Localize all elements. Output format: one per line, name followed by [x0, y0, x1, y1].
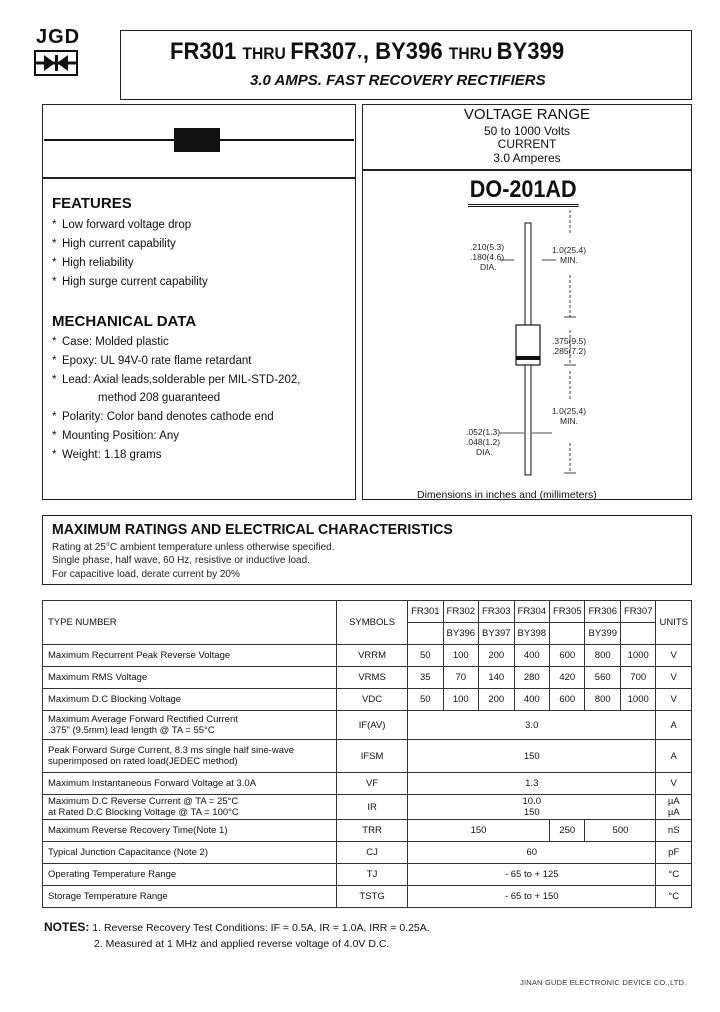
- value-cell: 800: [585, 689, 620, 711]
- part-header: [408, 623, 443, 645]
- table-header-row: [43, 601, 692, 623]
- param-label: Peak Forward Surge Current, 8.3 ms single half sine-wave superimposed on rated load(JEDEC method): [43, 740, 337, 773]
- table-row: [43, 645, 692, 667]
- unit-cell: A: [656, 740, 692, 773]
- symbol-cell: IR: [337, 795, 408, 820]
- current-value: 3.0 Amperes: [493, 151, 561, 165]
- param-label: Typical Junction Capacitance (Note 2): [43, 842, 337, 864]
- symbol-cell: TSTG: [337, 886, 408, 908]
- value-cell: 600: [550, 645, 585, 667]
- table-row: [43, 773, 692, 795]
- table-row: [43, 740, 692, 773]
- value-cell: 70: [443, 667, 478, 689]
- part-header: FR306: [585, 601, 620, 623]
- unit-cell: pF: [656, 842, 692, 864]
- value-cell: - 65 to + 125: [408, 864, 656, 886]
- value-cell: - 65 to + 150: [408, 886, 656, 908]
- voltage-range-heading: VOLTAGE RANGE: [463, 106, 591, 123]
- table-row: [43, 842, 692, 864]
- mechanical-item: * Lead: Axial leads,solderable per MIL-STD-202,: [52, 374, 301, 386]
- symbol-cell: VRMS: [337, 667, 408, 689]
- unit-cell: °C: [656, 864, 692, 886]
- value-cell: 200: [479, 689, 514, 711]
- value-cell: 600: [550, 689, 585, 711]
- ratings-heading: MAXIMUM RATINGS AND ELECTRICAL CHARACTERISTICS: [52, 521, 453, 538]
- unit-cell: nS: [656, 820, 692, 842]
- diode-logo-icon: [34, 50, 78, 76]
- symbol-cell: IF(AV): [337, 711, 408, 740]
- symbol-cell: CJ: [337, 842, 408, 864]
- dimensions-caption: Dimensions in inches and (millimeters): [417, 489, 597, 501]
- value-cell: 700: [620, 667, 655, 689]
- part-header: BY397: [479, 623, 514, 645]
- param-label: Maximum Average Forward Rectified Current .375" (9.5mm) lead length @ TA = 55°C: [43, 711, 337, 740]
- value-cell: 35: [408, 667, 443, 689]
- units-header: UNITS: [656, 601, 692, 645]
- ratings-note: Rating at 25°C ambient temperature unless otherwise specified.: [52, 542, 335, 553]
- part-header: FR304: [514, 601, 549, 623]
- mechanical-item: * Mounting Position: Any: [52, 430, 179, 442]
- symbol-cell: IFSM: [337, 740, 408, 773]
- unit-cell: A: [656, 711, 692, 740]
- symbol-cell: VRRM: [337, 645, 408, 667]
- page-title: FR301 THRU FR307▼, BY396 THRU BY399: [170, 38, 565, 65]
- current-heading: CURRENT: [497, 137, 557, 151]
- value-cell: 100: [443, 645, 478, 667]
- value-cell: 10.0 150: [408, 795, 656, 820]
- wire-diameter-dimension: .052(1.3) .048(1.2) DIA.: [466, 427, 501, 457]
- top-lead-length-dimension: 1.0(25.4) MIN.: [552, 245, 587, 265]
- bottom-lead-length-dimension: 1.0(25.4) MIN.: [552, 406, 587, 426]
- unit-cell: V: [656, 773, 692, 795]
- value-cell: 280: [514, 667, 549, 689]
- table-row: [43, 795, 692, 820]
- value-cell: 60: [408, 842, 656, 864]
- value-cell: 1.3: [408, 773, 656, 795]
- param-label: Storage Temperature Range: [43, 886, 337, 908]
- table-row: [43, 864, 692, 886]
- notes-block: [44, 920, 430, 950]
- value-cell: 3.0: [408, 711, 656, 740]
- symbol-cell: TRR: [337, 820, 408, 842]
- value-cell: 140: [479, 667, 514, 689]
- part-header: FR302: [443, 601, 478, 623]
- value-cell: 50: [408, 645, 443, 667]
- table-row: [43, 667, 692, 689]
- mechanical-heading: MECHANICAL DATA: [52, 313, 197, 330]
- value-cell: 400: [514, 689, 549, 711]
- part-header: BY396: [443, 623, 478, 645]
- param-label: Maximum Instantaneous Forward Voltage at 3.0A: [43, 773, 337, 795]
- part-header: FR301: [408, 601, 443, 623]
- body-length-dimension: .375(9.5) .285(7.2): [552, 336, 587, 356]
- mechanical-item: * Case: Molded plastic: [52, 336, 169, 348]
- company-logo-text: JGD: [36, 26, 81, 48]
- value-cell: 150: [408, 740, 656, 773]
- value-cell: 100: [443, 689, 478, 711]
- mechanical-item: method 208 guaranteed: [98, 392, 221, 404]
- param-label: Maximum D.C Blocking Voltage: [43, 689, 337, 711]
- part-header: FR303: [479, 601, 514, 623]
- value-cell: 150: [408, 820, 550, 842]
- feature-item: * High current capability: [52, 238, 176, 250]
- unit-cell: V: [656, 667, 692, 689]
- lead-diameter-dimension: .210(5.3) .180(4.6) DIA.: [470, 242, 505, 272]
- note-1: 1. Reverse Recovery Test Conditions: IF = 0.5A, IR = 1.0A, IRR = 0.25A.: [92, 922, 430, 934]
- param-label: Maximum RMS Voltage: [43, 667, 337, 689]
- table-row: [43, 689, 692, 711]
- unit-cell: V: [656, 689, 692, 711]
- part-header: BY398: [514, 623, 549, 645]
- param-label: Maximum Reverse Recovery Time(Note 1): [43, 820, 337, 842]
- param-label: Operating Temperature Range: [43, 864, 337, 886]
- features-heading: FEATURES: [52, 195, 132, 212]
- feature-item: * Low forward voltage drop: [52, 219, 192, 231]
- part-header: FR305: [550, 601, 585, 623]
- param-label: Maximum D.C Reverse Current @ TA = 25°C at Rated D.C Blocking Voltage @ TA = 100°C: [43, 795, 337, 820]
- part-header: BY399: [585, 623, 620, 645]
- notes-label: NOTES:: [44, 920, 90, 934]
- unit-cell: °C: [656, 886, 692, 908]
- part-header: [550, 623, 585, 645]
- table-row: [43, 886, 692, 908]
- package-name: DO-201AD: [468, 176, 578, 207]
- ratings-table: [42, 600, 692, 908]
- ratings-note: For capacitive load, derate current by 20%: [52, 569, 240, 580]
- value-cell: 250: [550, 820, 585, 842]
- table-row: [43, 711, 692, 740]
- mechanical-item: * Epoxy: UL 94V-0 rate flame retardant: [52, 355, 252, 367]
- table-row: [43, 820, 692, 842]
- value-cell: 400: [514, 645, 549, 667]
- symbol-cell: VDC: [337, 689, 408, 711]
- value-cell: 420: [550, 667, 585, 689]
- unit-cell: V: [656, 645, 692, 667]
- value-cell: 50: [408, 689, 443, 711]
- company-footer: JINAN GUDE ELECTRONIC DEVICE CO.,LTD.: [520, 978, 687, 987]
- page-subtitle: 3.0 AMPS. FAST RECOVERY RECTIFIERS: [250, 72, 546, 89]
- symbol-cell: VF: [337, 773, 408, 795]
- unit-cell: µA µA: [656, 795, 692, 820]
- note-2: 2. Measured at 1 MHz and applied reverse voltage of 4.0V D.C.: [94, 938, 390, 950]
- feature-item: * High surge current capability: [52, 276, 208, 288]
- param-label: Maximum Recurrent Peak Reverse Voltage: [43, 645, 337, 667]
- part-header: FR307: [620, 601, 655, 623]
- type-number-header: TYPE NUMBER: [43, 601, 337, 645]
- ratings-note: Single phase, half wave, 60 Hz, resistive or inductive load.: [52, 555, 310, 566]
- feature-item: * High reliability: [52, 257, 134, 269]
- symbol-cell: TJ: [337, 864, 408, 886]
- voltage-range-value: 50 to 1000 Volts: [483, 124, 571, 138]
- value-cell: 560: [585, 667, 620, 689]
- value-cell: 800: [585, 645, 620, 667]
- value-cell: 500: [585, 820, 656, 842]
- mechanical-item: * Polarity: Color band denotes cathode end: [52, 411, 274, 423]
- value-cell: 1000: [620, 645, 655, 667]
- symbols-header: SYMBOLS: [337, 601, 408, 645]
- part-header: [620, 623, 655, 645]
- value-cell: 1000: [620, 689, 655, 711]
- mechanical-item: * Weight: 1.18 grams: [52, 449, 162, 461]
- diode-illustration: [44, 120, 354, 165]
- value-cell: 200: [479, 645, 514, 667]
